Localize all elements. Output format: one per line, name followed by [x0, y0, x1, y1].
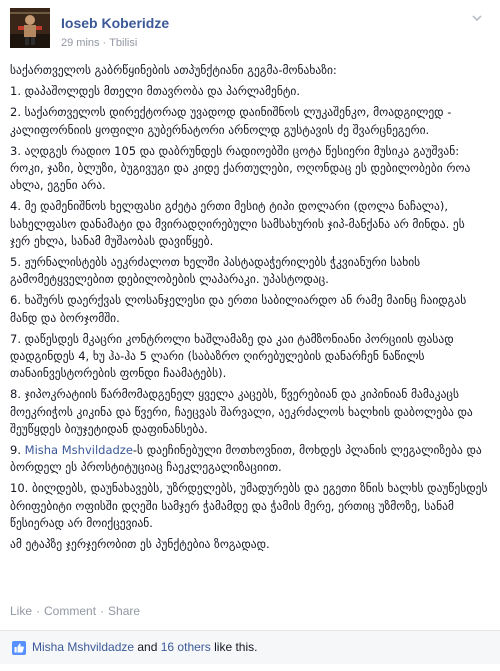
list-item-mention: [10, 442, 488, 476]
post-outro: ამ ეტაპზე ჯერჯერობით ეს პუნქტებია ზოგადად.: [10, 537, 270, 552]
mention-link[interactable]: Misha Mshvildadze: [24, 443, 133, 458]
post-intro: საქართველოს გაბრწყინების ათპუნქტიანი გეგმა-მონახაზი:: [10, 63, 337, 77]
post-time[interactable]: 29 mins: [61, 37, 100, 49]
post-header: [10, 8, 490, 56]
share-link[interactable]: Share: [108, 604, 141, 618]
list-item: 5. ჟურნალისტებს აეკრძალოთ ხელში პასტადაჭერილებს ჭკვიანური სახის გამომეტყველებით დებილობების ლაპარაკი. უპასტოდაც.: [10, 255, 421, 287]
likes-connector: and: [134, 640, 161, 654]
author-name[interactable]: Ioseb Koberidze: [61, 15, 170, 31]
meta-separator: ·: [102, 37, 107, 49]
liker-link[interactable]: Misha Mshvildadze: [32, 640, 135, 654]
list-item: 8. ჯიპოკრატიის წარმომადგენელ ყველა კაცებს, წვერებიან და კიპინიან მამაკაცს მოეკრიჭოს კიკინა და წვერი, ჩაეცვას შარვალი, აეკრძალოს ხალხის დაბოლება და შეუწყდეს ბიუჯეტიდან დაფინანსება.: [10, 387, 473, 436]
list-item: 10. ბილდებს, დაუნახავებს, უზრდელებს, უმადურებს და ეგეთი ზნის ხალხს დაუწესდეს ბრიფებიტი ოფისში დღეში სამჯერ ჭამამდე და ჭამის მერე, ერთიც უზმოზე, სანამ წესიერად არ მოიქცევიან.: [10, 481, 488, 530]
likes-suffix: like this.: [210, 640, 258, 654]
post-actions: [10, 604, 140, 618]
comment-link[interactable]: Comment: [44, 604, 97, 618]
likes-bar: [0, 630, 500, 664]
list-item: 7. დაწესდეს მკაცრი კონტროლი ხაშლამაზე და კაი ტამზონიანი პორციის ფასად დადგინდეს 4, ხუ ჰა-ჰა 5 ლარი (საბაზრო ღირებულების დანარჩენ ნაწილს თანაინვესტორების ფონდი ჩაამატებს).: [10, 331, 454, 381]
post-location[interactable]: Tbilisi: [109, 37, 138, 49]
like-link[interactable]: Like: [10, 604, 33, 618]
chevron-down-icon[interactable]: [470, 11, 484, 25]
list-item: 6. ხაშურს დაერქვას ლოსანჯელესი და ერთი საბილიარდო ან რამე მაინც ჩაიდგას მანდ და ბორჯომში.: [10, 293, 467, 325]
action-separator: ·: [100, 604, 105, 618]
avatar-image-icon: [10, 8, 50, 48]
post-body: [10, 62, 488, 557]
others-link[interactable]: 16 others: [160, 640, 211, 654]
action-separator: ·: [36, 604, 41, 618]
item-text: -ს დაეჩინებული მოთხოვნით, მოხდეს პლანის ლეგალიზება და ბორდელ ეს პროსტიტუციაც ჩაეკლეგალიზაციით.: [10, 443, 482, 475]
likes-summary: [32, 640, 257, 654]
list-item: 2. საქართველოს დირექტორად უვადოდ დაინიშნოს ლუკაშენკო, მოადგილედ - კალიფორნიის ყოფილი გუბერნატორი არნოლდ გუსტავის ძე შვარცნეგერი.: [10, 105, 452, 137]
item-number: 9.: [10, 443, 25, 458]
list-item: 4. მე დამენიშნოს ხელფასი გძეტა ერთი მესიტ ტიპი დოლარი (დოლა ნაჩალა), სახელფასო დანამატი და მვირადღირებული სამსახურის ჯიპ-მანქანა არ მინდა. ეს ჯერ ეხლა, სანამ მუშაობას დავიწყებ.: [10, 199, 465, 248]
post-meta: [61, 37, 137, 49]
thumbs-up-icon: [12, 641, 26, 655]
list-item: 3. აღდგეს რადიო 105 და დაბრუნდეს რადიოებში ცოტა წესიერი მუსიკა გაუშვან: როკი, ჯაზი, ბლუზი, ბუგივუგი და კიდე ქართულები, ოღონდაც ეს დებილობები როა ახლა, ეგენი არა.: [10, 143, 471, 193]
avatar[interactable]: [10, 8, 50, 48]
list-item: 1. დაპაშოლდეს მთელი მთავრობა და პარლამენტი.: [10, 84, 300, 99]
